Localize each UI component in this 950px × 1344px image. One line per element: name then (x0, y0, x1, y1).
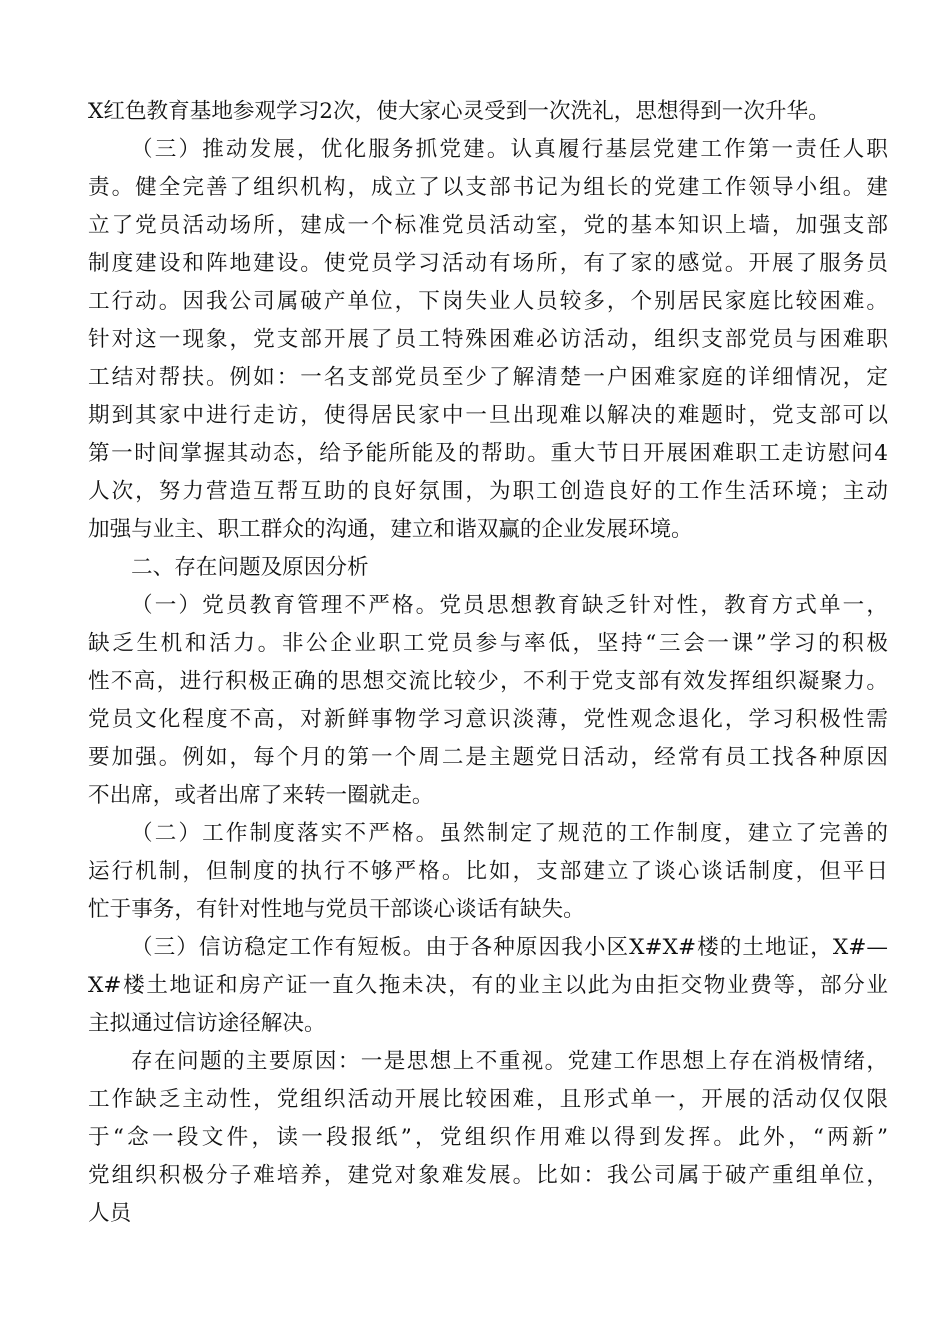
text-line: 主拟通过信访途径解决。 (88, 1011, 326, 1036)
text-line: 人员 (88, 1201, 132, 1226)
text-line: 忙于事务，有针对性地与党员干部谈心谈话有缺失。 (88, 897, 585, 922)
text-line: 立了党员活动场所，建成一个标准党员活动室，党的基本知识上墙，加强支部 (88, 213, 888, 238)
text-line: 加强与业主、职工群众的沟通，建立和谐双赢的企业发展环境。 (88, 517, 693, 542)
text-line: 二、存在问题及原因分析 (131, 555, 369, 580)
document-page (88, 93, 888, 1233)
text-line: 第一时间掌握其动态，给予能所能及的帮助。重大节日开展困难职工走访慰问4 (88, 441, 888, 466)
text-line: 党组织积极分子难培养，建党对象难发展。比如：我公司属于破产重组单位， (88, 1163, 888, 1188)
text-line: 缺乏生机和活力。非公企业职工党员参与率低，坚持“三会一课”学习的积极 (88, 631, 888, 656)
text-line: 制度建设和阵地建设。使党员学习活动有场所，有了家的感觉。开展了服务员 (88, 251, 888, 276)
text-line: 责。健全完善了组织机构，成立了以支部书记为组长的党建工作领导小组。建 (88, 175, 888, 200)
text-line: X#楼土地证和房产证一直久拖未决，有的业主以此为由拒交物业费等，部分业 (88, 973, 888, 998)
text-line: （三）信访稳定工作有短板。由于各种原因我小区X#X#楼的土地证，X#— (131, 935, 888, 960)
text-line: （一）党员教育管理不严格。党员思想教育缺乏针对性，教育方式单一， (131, 593, 888, 618)
text-line: 工行动。因我公司属破产单位，下岗失业人员较多，个别居民家庭比较困难。 (88, 289, 888, 314)
text-line: （三）推动发展，优化服务抓党建。认真履行基层党建工作第一责任人职 (131, 137, 888, 162)
text-line: 期到其家中进行走访，使得居民家中一旦出现难以解决的难题时，党支部可以 (88, 403, 888, 428)
text-line: 党员文化程度不高，对新鲜事物学习意识淡薄，党性观念退化，学习积极性需 (88, 707, 888, 732)
text-line: 要加强。例如，每个月的第一个周二是主题党日活动，经常有员工找各种原因 (88, 745, 888, 770)
text-line: 性不高，进行积极正确的思想交流比较少，不利于党支部有效发挥组织凝聚力。 (88, 669, 888, 694)
text-line: 存在问题的主要原因：一是思想上不重视。党建工作思想上存在消极情绪， (131, 1049, 888, 1074)
text-line: X红色教育基地参观学习2次，使大家心灵受到一次洗礼，思想得到一次升华。 (88, 99, 830, 124)
text-line: 工结对帮扶。例如：一名支部党员至少了解清楚一户困难家庭的详细情况，定 (88, 365, 888, 390)
text-line: 工作缺乏主动性，党组织活动开展比较困难，且形式单一，开展的活动仅仅限 (88, 1087, 888, 1112)
text-line: （二）工作制度落实不严格。虽然制定了规范的工作制度，建立了完善的 (131, 821, 888, 846)
text-line: 运行机制，但制度的执行不够严格。比如，支部建立了谈心谈话制度，但平日 (88, 859, 888, 884)
text-line: 针对这一现象，党支部开展了员工特殊困难必访活动，组织支部党员与困难职 (88, 327, 888, 352)
text-line: 不出席，或者出席了来转一圈就走。 (88, 783, 434, 808)
text-line: 于“念一段文件，读一段报纸”，党组织作用难以得到发挥。此外，“两新” (88, 1125, 888, 1150)
text-line: 人次，努力营造互帮互助的良好氛围，为职工创造良好的工作生活环境；主动 (88, 479, 888, 504)
